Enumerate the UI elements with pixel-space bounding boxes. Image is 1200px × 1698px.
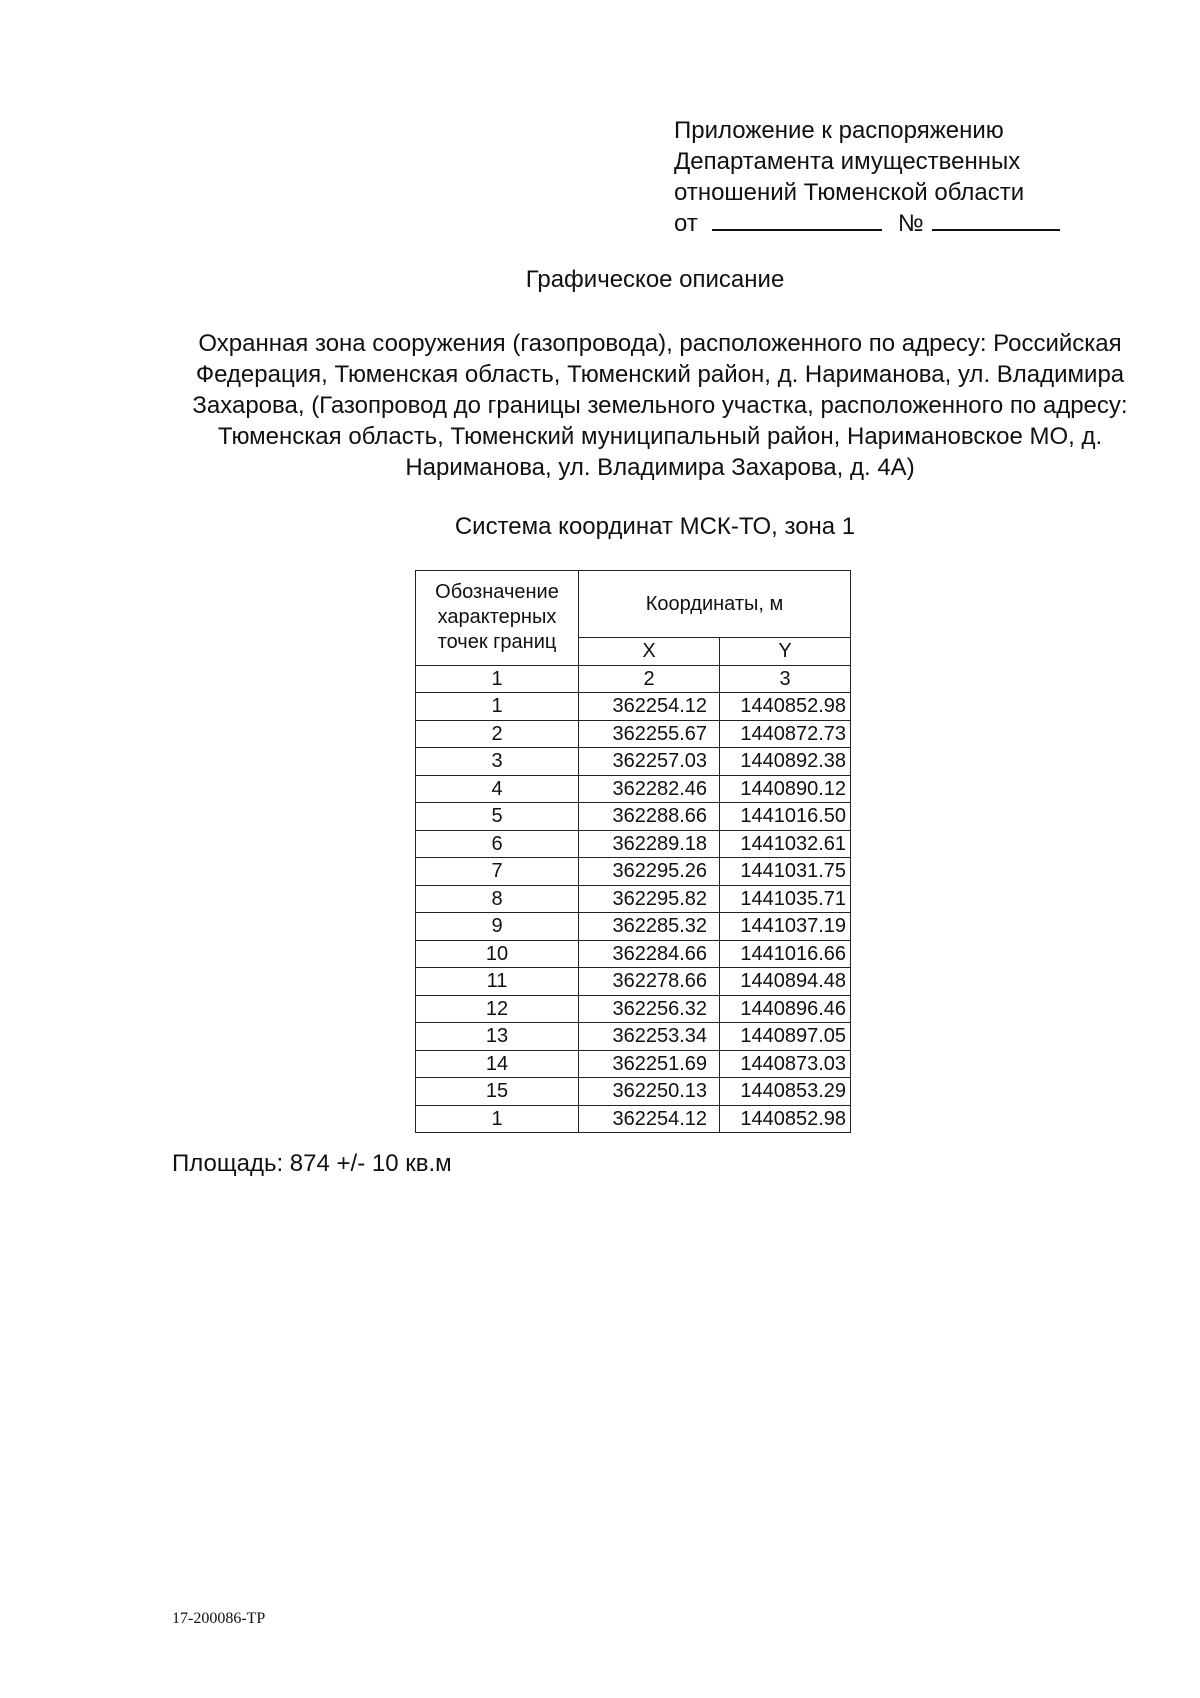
cell-point: 14 bbox=[416, 1050, 579, 1078]
cell-y: 1440852.98 bbox=[720, 693, 851, 721]
appendix-line-3: отношений Тюменской области bbox=[674, 179, 1025, 206]
number-blank bbox=[932, 209, 1060, 231]
cell-y: 1440852.98 bbox=[720, 1105, 851, 1133]
cell-point: 1 bbox=[416, 693, 579, 721]
cell-y: 1441037.19 bbox=[720, 913, 851, 941]
table-row bbox=[416, 748, 851, 776]
header-point-designation: Обозначение характерных точек границ bbox=[416, 571, 579, 666]
appendix-header bbox=[674, 115, 1060, 239]
coordinate-system-label: Система координат МСК-ТО, зона 1 bbox=[454, 513, 856, 540]
document-title: Графическое описание bbox=[525, 266, 785, 293]
cell-point: 9 bbox=[416, 913, 579, 941]
cell-point: 6 bbox=[416, 830, 579, 858]
cell-x: 362288.66 bbox=[579, 803, 720, 831]
zone-description: Охранная зона сооружения (газопровода), расположенного по адресу: Российская Федерация, Тюменская область, Тюменский район, д. Нариманова, ул. Владимира Захарова, (Газопровод до границы земельного участка, расположенного по адресу: Тюменская область, Тюменский муниципальный район, Наримановское МО, д. Нариманова, ул. Владимира Захарова, д. 4А) bbox=[192, 330, 1128, 481]
cell-x: 362285.32 bbox=[579, 913, 720, 941]
cell-x: 362251.69 bbox=[579, 1050, 720, 1078]
column-number-2: 2 bbox=[579, 665, 720, 693]
date-blank bbox=[712, 209, 882, 231]
table-row bbox=[416, 803, 851, 831]
table-row bbox=[416, 913, 851, 941]
cell-point: 5 bbox=[416, 803, 579, 831]
header-y: Y bbox=[720, 638, 851, 666]
cell-point: 8 bbox=[416, 885, 579, 913]
appendix-date-number-line bbox=[674, 208, 1060, 239]
column-number-1: 1 bbox=[416, 665, 579, 693]
cell-x: 362295.82 bbox=[579, 885, 720, 913]
cell-y: 1441016.50 bbox=[720, 803, 851, 831]
cell-y: 1440896.46 bbox=[720, 995, 851, 1023]
cell-x: 362289.18 bbox=[579, 830, 720, 858]
cell-y: 1440872.73 bbox=[720, 720, 851, 748]
cell-point: 4 bbox=[416, 775, 579, 803]
header-coordinates: Координаты, м bbox=[579, 571, 851, 638]
coordinates-table-body bbox=[416, 693, 851, 1133]
cell-x: 362254.12 bbox=[579, 693, 720, 721]
cell-y: 1441031.75 bbox=[720, 858, 851, 886]
header-x: X bbox=[579, 638, 720, 666]
table-row bbox=[416, 1105, 851, 1133]
cell-point: 13 bbox=[416, 1023, 579, 1051]
cell-point: 2 bbox=[416, 720, 579, 748]
table-row bbox=[416, 1078, 851, 1106]
cell-x: 362254.12 bbox=[579, 1105, 720, 1133]
table-row bbox=[416, 995, 851, 1023]
table-row bbox=[416, 775, 851, 803]
appendix-line-1: Приложение к распоряжению bbox=[674, 117, 1004, 144]
cell-point: 10 bbox=[416, 940, 579, 968]
cell-y: 1441035.71 bbox=[720, 885, 851, 913]
cell-point: 15 bbox=[416, 1078, 579, 1106]
cell-y: 1440853.29 bbox=[720, 1078, 851, 1106]
table-row bbox=[416, 1023, 851, 1051]
table-row bbox=[416, 940, 851, 968]
cell-point: 1 bbox=[416, 1105, 579, 1133]
cell-x: 362295.26 bbox=[579, 858, 720, 886]
cell-x: 362250.13 bbox=[579, 1078, 720, 1106]
cell-y: 1440890.12 bbox=[720, 775, 851, 803]
column-number-3: 3 bbox=[720, 665, 851, 693]
cell-x: 362256.32 bbox=[579, 995, 720, 1023]
table-row bbox=[416, 885, 851, 913]
cell-point: 11 bbox=[416, 968, 579, 996]
appendix-line-2: Департамента имущественных bbox=[674, 148, 1021, 175]
cell-point: 12 bbox=[416, 995, 579, 1023]
area-label: Площадь: 874 +/- 10 кв.м bbox=[172, 1150, 452, 1177]
cell-y: 1440892.38 bbox=[720, 748, 851, 776]
table-row bbox=[416, 693, 851, 721]
table-row bbox=[416, 858, 851, 886]
table-row bbox=[416, 720, 851, 748]
cell-x: 362284.66 bbox=[579, 940, 720, 968]
cell-x: 362253.34 bbox=[579, 1023, 720, 1051]
cell-y: 1440873.03 bbox=[720, 1050, 851, 1078]
table-row bbox=[416, 968, 851, 996]
cell-y: 1440897.05 bbox=[720, 1023, 851, 1051]
cell-y: 1440894.48 bbox=[720, 968, 851, 996]
cell-point: 7 bbox=[416, 858, 579, 886]
cell-point: 3 bbox=[416, 748, 579, 776]
cell-y: 1441032.61 bbox=[720, 830, 851, 858]
cell-x: 362282.46 bbox=[579, 775, 720, 803]
cell-x: 362255.67 bbox=[579, 720, 720, 748]
number-label: № bbox=[897, 210, 924, 237]
document-code: 17-200086-ТР bbox=[172, 1610, 266, 1627]
coordinates-table bbox=[415, 570, 851, 1133]
cell-y: 1441016.66 bbox=[720, 940, 851, 968]
date-label: от bbox=[674, 210, 698, 237]
table-row bbox=[416, 1050, 851, 1078]
table-row bbox=[416, 830, 851, 858]
cell-x: 362257.03 bbox=[579, 748, 720, 776]
cell-x: 362278.66 bbox=[579, 968, 720, 996]
